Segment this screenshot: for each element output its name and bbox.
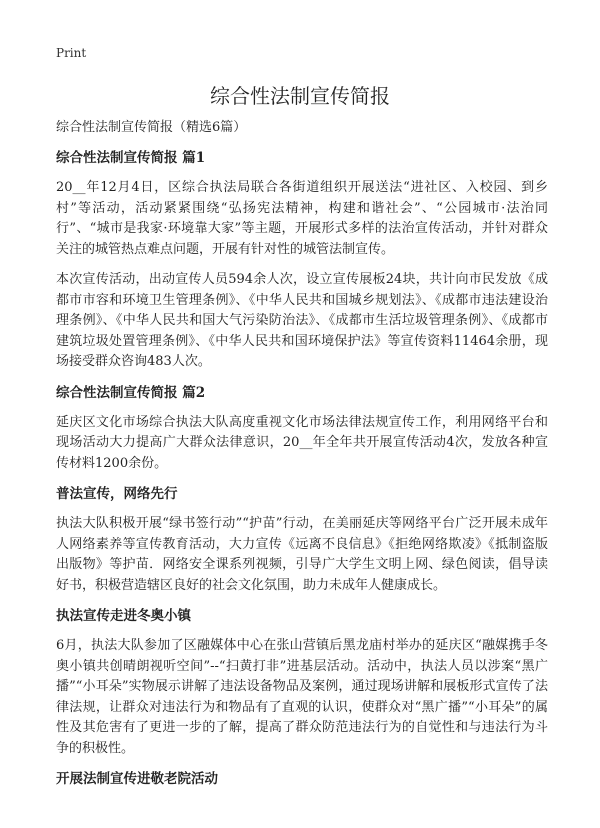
paragraph: 本次宣传活动，出动宣传人员594余人次，设立宣传展板24块，共计向市民发放《成都市市容和环境卫生管理条例》、《中华人民共和国城乡规划法》、《成都市违法建设治理条例》、《中华人民共和国大气污染防治法》、《成都市生活垃圾管理条例》、《成都市建筑垃圾处置管理条例》、《中华人民共和国环境保护法》等宣传资料11464余册，现场接受群众咨询483人次。	[56, 272, 548, 369]
paragraph: 6月，执法大队参加了区融媒体中心在张山营镇后黑龙庙村举办的延庆区“融媒携手冬奥小镇共创晴朗视听空间”--“扫黄打非”进基层活动。活动中，执法人员以涉案“黑广播”“小耳朵”实物展示讲解了违法设备物品及案例，通过现场讲解和展板形式宣传了法律法规，让群众对违法行为和物品有了直观的认识，使群众对“黑广播”“小耳朵”的属性及其危害有了更进一步的了解，提高了群众防范违法行为的自觉性和与违法行为斗争的积极性。	[56, 638, 548, 756]
paragraph: 20__年12月4日，区综合执法局联合各街道组织开展送法“进社区、入校园、到乡村”等活动，活动紧紧围绕“弘扬宪法精神，构建和谐社会”、“公园城市·法治同行”、“城市是我家·环境靠大家”等主题，开展形式多样的法治宣传活动，并针对群众关注的城管热点难点问题，开展有针对性的城管法制宣传。	[56, 180, 548, 257]
section-heading: 执法宣传走进冬奥小镇	[56, 608, 191, 624]
section-heading: 综合性法制宣传简报 篇2	[56, 384, 206, 401]
paragraph: 延庆区文化市场综合执法大队高度重视文化市场法律法规宣传工作，利用网络平台和现场活动大力提高广大群众法律意识，20__年全年共开展宣传活动4次，发放各种宣传材料1200余份。	[56, 414, 548, 471]
paragraph: 执法大队积极开展“绿书签行动”“护苗”行动，在美丽延庆等网络平台广泛开展未成年人网络素养等宣传教育活动，大力宣传《远离不良信息》《拒绝网络欺凌》《抵制盗版出版物》等护苗．网络安全课系列视频，引导广大学生文明上网、绿色阅读，倡导读好书，积极营造辖区良好的社会文化氛围，助力未成年人健康成长。	[56, 516, 548, 593]
article-subtitle: 综合性法制宣传简报（精选6篇）	[56, 120, 247, 135]
section-heading: 开展法制宣传进敬老院活动	[56, 771, 218, 787]
page-title: 综合性法制宣传简报	[210, 84, 390, 108]
print-link[interactable]: Print	[56, 46, 87, 60]
section-heading: 普法宣传，网络先行	[56, 486, 178, 502]
section-heading: 综合性法制宣传简报 篇1	[56, 150, 206, 166]
article-body	[56, 118, 548, 799]
